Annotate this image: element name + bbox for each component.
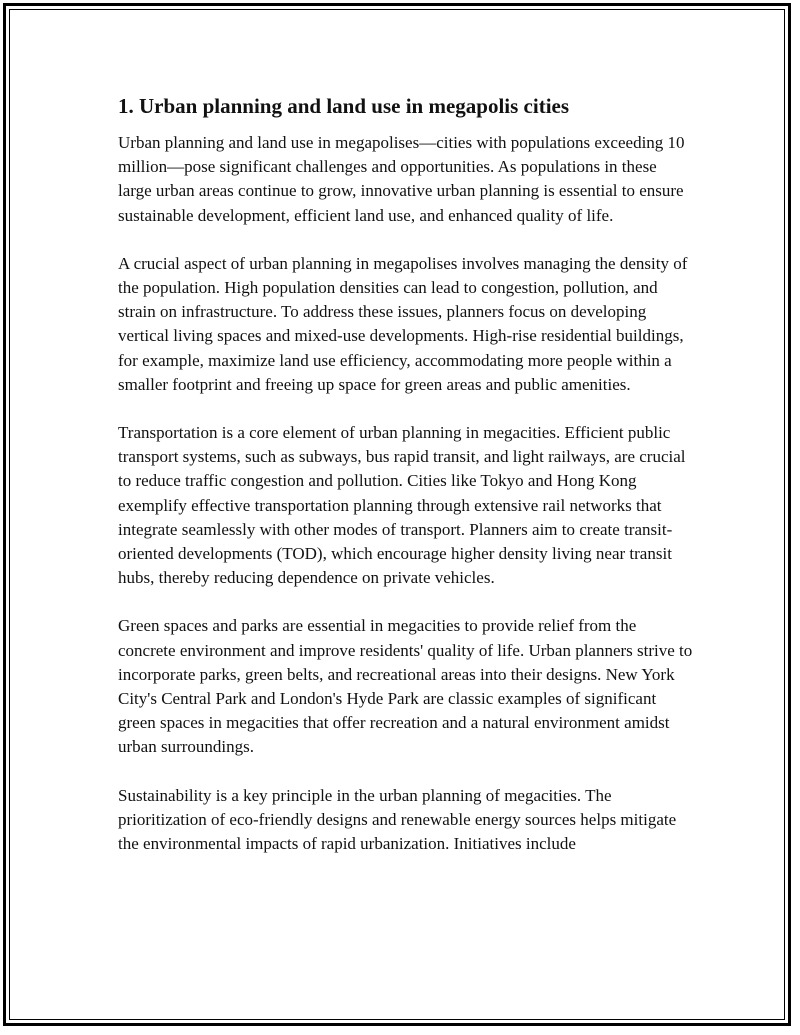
paragraph-sustainability: Sustainability is a key principle in the urban planning of megacities. The prioritization of eco-friendly designs and renewable energy sources helps mitigate the environmental impacts of rapid urbanization. Initiatives include: [118, 785, 677, 854]
paragraph-density: A crucial aspect of urban planning in megapolises involves managing the density of the population. High population densities can lead to congestion, pollution, and strain on infrastructure. To address these issues, planners focus on developing vertical living spaces and mixed-use developments. High-rise residential buildings, for example, maximize land use efficiency, accommodating more people within a smaller footprint and freeing up space for green areas and public amenities.: [118, 253, 688, 394]
paragraph-transportation: Transportation is a core element of urban planning in megacities. Efficient public transport systems, such as subways, bus rapid transit, and light railways, are crucial to reduce traffic congestion and pollution. Cities like Tokyo and Hong Kong exemplify effective transportation planning through extensive rail networks that integrate seamlessly with other modes of transport. Planners aim to create transit-oriented developments (TOD), which encourage higher density living near transit hubs, thereby reducing dependence on private vehicles.: [118, 423, 686, 588]
paragraph-green-spaces: Green spaces and parks are essential in megacities to provide relief from the concrete environment and improve residents' quality of life. Urban planners strive to incorporate parks, green belts, and recreational areas into their designs. New York City's Central Park and London's Hyde Park are classic examples of significant green spaces in megacities that offer recreation and a natural environment amidst urban surroundings.: [118, 616, 693, 757]
section-heading: 1. Urban planning and land use in megapolis cities: [118, 94, 570, 118]
paragraph-introduction: Urban planning and land use in megapolises—cities with populations exceeding 10 million—pose significant challenges and opportunities. As populations in these large urban areas continue to grow, innovative urban planning is essential to ensure sustainable development, efficient land use, and enhanced quality of life.: [118, 133, 685, 225]
document-body: [118, 92, 693, 880]
